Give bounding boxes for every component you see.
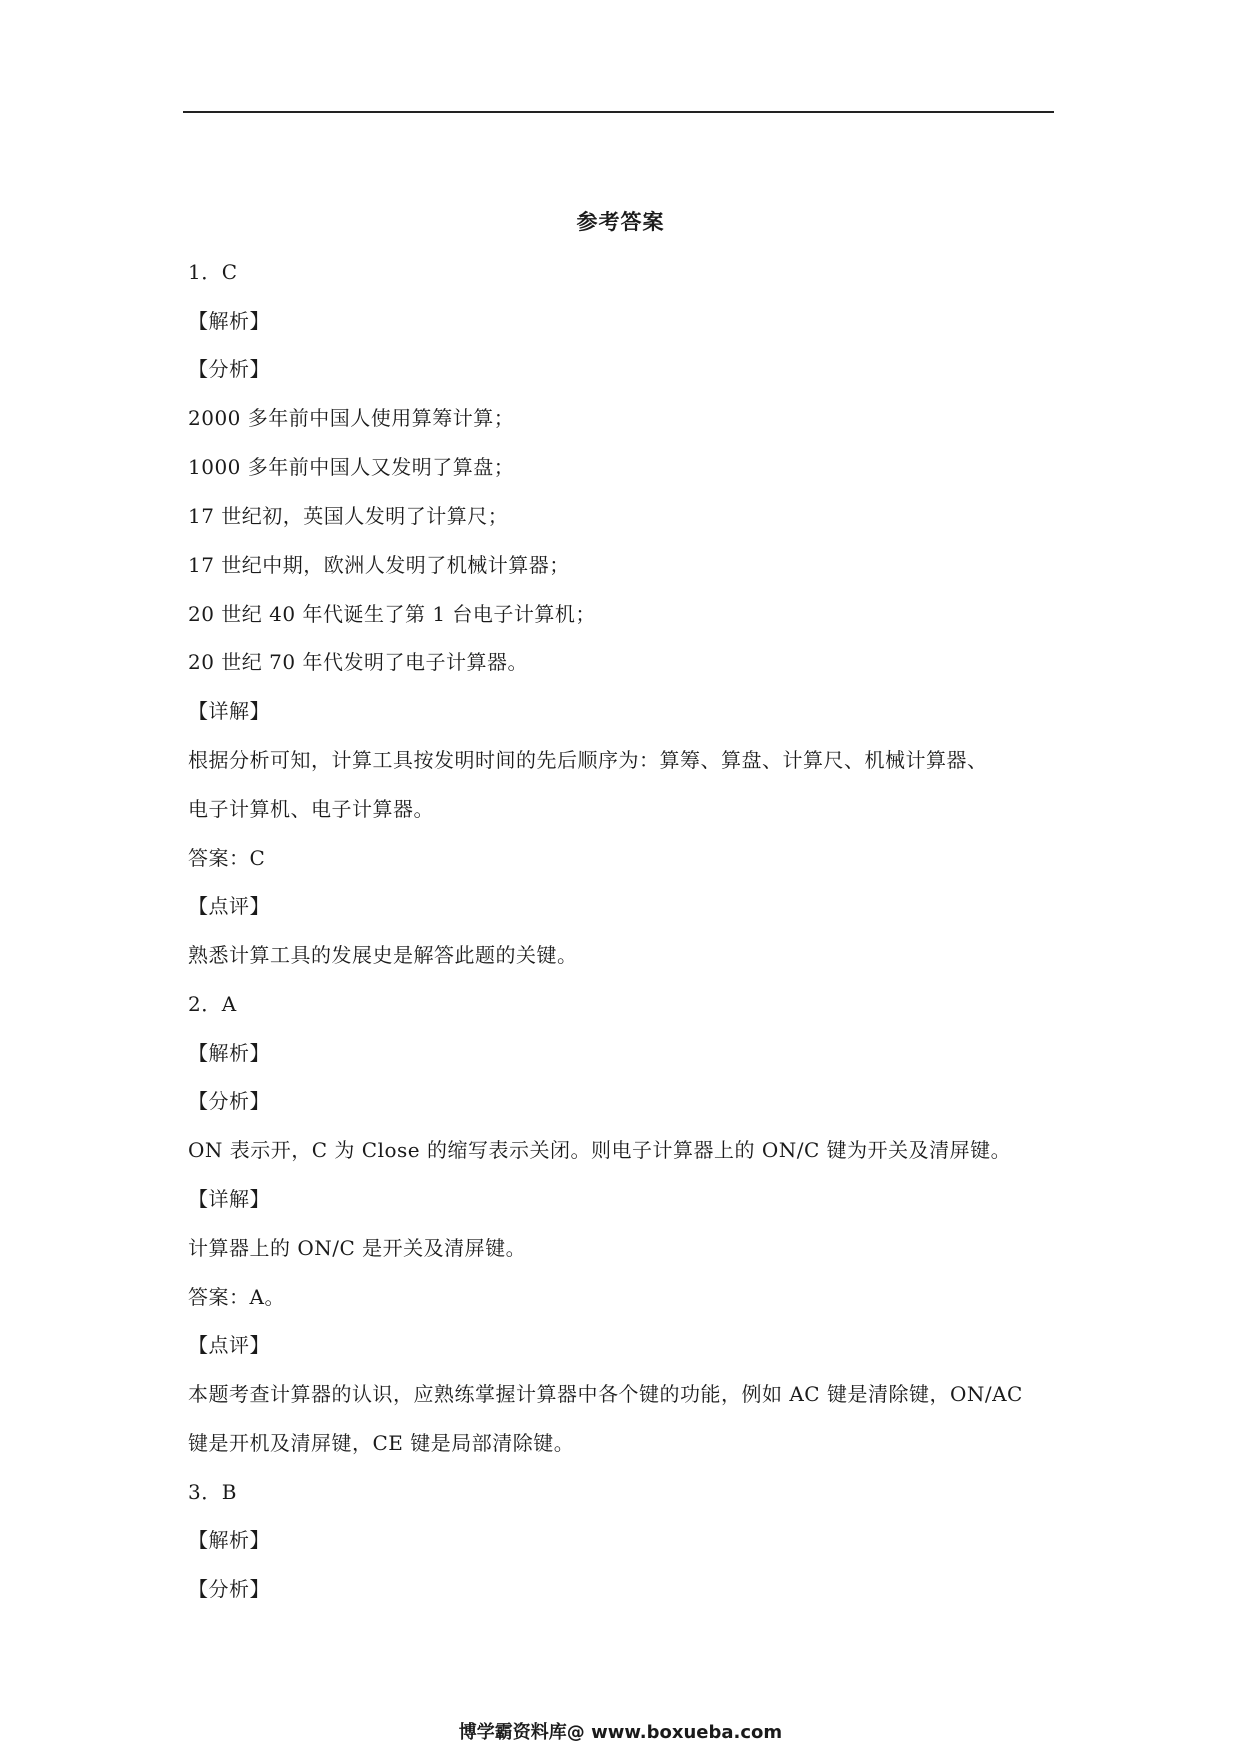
answer-line: 答案：A。 <box>188 1285 285 1309</box>
paragraph-line: 计算器上的 ON/C 是开关及清屏键。 <box>188 1236 527 1260</box>
section-label-detail: 【详解】 <box>188 1187 270 1211</box>
paragraph-line: 电子计算机、电子计算器。 <box>188 797 434 821</box>
section-label-breakdown: 【分析】 <box>188 1577 270 1601</box>
paragraph-line: 本题考查计算器的认识，应熟练掌握计算器中各个键的功能，例如 AC 键是清除键，ON/AC <box>188 1382 1023 1406</box>
paragraph-line: 熟悉计算工具的发展史是解答此题的关键。 <box>188 943 578 967</box>
section-label-comment: 【点评】 <box>188 1333 270 1357</box>
page-title: 参考答案 <box>576 210 665 234</box>
header-rule <box>183 111 1054 113</box>
paragraph-line: 20 世纪 70 年代发明了电子计算器。 <box>188 650 528 674</box>
section-label-analysis: 【解析】 <box>188 1041 270 1065</box>
paragraph-line: 键是开机及清屏键，CE 键是局部清除键。 <box>188 1431 575 1455</box>
paragraph-line: 17 世纪中期，欧洲人发明了机械计算器； <box>188 553 570 577</box>
section-label-breakdown: 【分析】 <box>188 357 270 381</box>
answer-number-2: 2．A <box>188 992 237 1016</box>
paragraph-line: 1000 多年前中国人又发明了算盘； <box>188 455 515 479</box>
paragraph-line: 2000 多年前中国人使用算筹计算； <box>188 406 515 430</box>
paragraph-line: 20 世纪 40 年代诞生了第 1 台电子计算机； <box>188 602 596 626</box>
answer-number-3: 3．B <box>188 1480 237 1504</box>
paragraph-line: 根据分析可知，计算工具按发明时间的先后顺序为：算筹、算盘、计算尺、机械计算器、 <box>188 748 988 772</box>
answer-line: 答案：C <box>188 846 266 870</box>
footer-watermark: 博学霸资料库@ www.boxueba.com <box>458 1722 783 1743</box>
section-label-analysis: 【解析】 <box>188 309 270 333</box>
paragraph-line: ON 表示开，C 为 Close 的缩写表示关闭。则电子计算器上的 ON/C 键为开关及清屏键。 <box>188 1138 1012 1162</box>
answer-number-1: 1．C <box>188 260 238 284</box>
section-label-detail: 【详解】 <box>188 699 270 723</box>
section-label-breakdown: 【分析】 <box>188 1089 270 1113</box>
paragraph-line: 17 世纪初，英国人发明了计算尺； <box>188 504 509 528</box>
section-label-comment: 【点评】 <box>188 894 270 918</box>
section-label-analysis: 【解析】 <box>188 1528 270 1552</box>
